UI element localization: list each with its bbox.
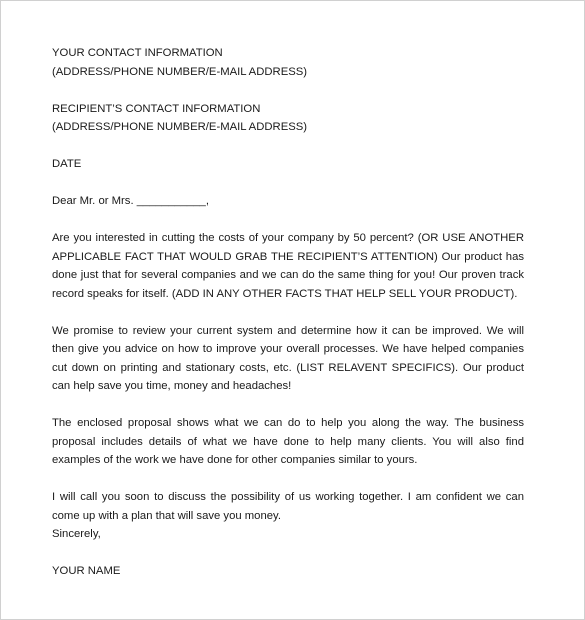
body-paragraph: I will call you soon to discuss the possibility of us working together. I am confident we can come up with a plan that will save you money. xyxy=(52,491,524,522)
recipient-contact-details: (ADDRESS/PHONE NUMBER/E-MAIL ADDRESS) xyxy=(52,121,308,133)
recipient-contact-heading: RECIPIENT’S CONTACT INFORMATION xyxy=(52,102,261,115)
closing: Sincerely, xyxy=(52,528,101,540)
letter-date: DATE xyxy=(52,158,82,170)
recipient-contact-block xyxy=(52,100,524,137)
body-paragraph: The enclosed proposal shows what we can do to help you along the way. The business proposal includes details of what we have done to help many clients. You will also find examples of the work we have done for other companies similar to yours. xyxy=(52,417,524,466)
signature-name: YOUR NAME xyxy=(52,565,121,577)
salutation: Dear Mr. or Mrs. ___________, xyxy=(52,195,209,207)
letter-body xyxy=(52,44,524,581)
sender-contact-block xyxy=(52,44,524,81)
body-paragraph: Are you interested in cutting the costs of your company by 50 percent? (OR USE ANOTHER APPLICABLE FACT THAT WOULD GRAB THE RECIPIENT’S ATTENTION) Our product has done just that for several companies and we can do the same thing for you! Our proven track record speaks for itself. (ADD IN ANY OTHER FACTS THAT HELP SELL YOUR PRODUCT). xyxy=(52,232,524,300)
sender-contact-heading: YOUR CONTACT INFORMATION xyxy=(52,47,223,59)
body-paragraph: We promise to review your current system and determine how it can be improved. We will then give you advice on how to improve your overall processes. We have helped companies cut down on printing and stationary costs, etc. (LIST RELAVENT SPECIFICS). Our product can help save you time, money and headaches! xyxy=(52,324,524,392)
sender-contact-details: (ADDRESS/PHONE NUMBER/E-MAIL ADDRESS) xyxy=(52,65,308,78)
